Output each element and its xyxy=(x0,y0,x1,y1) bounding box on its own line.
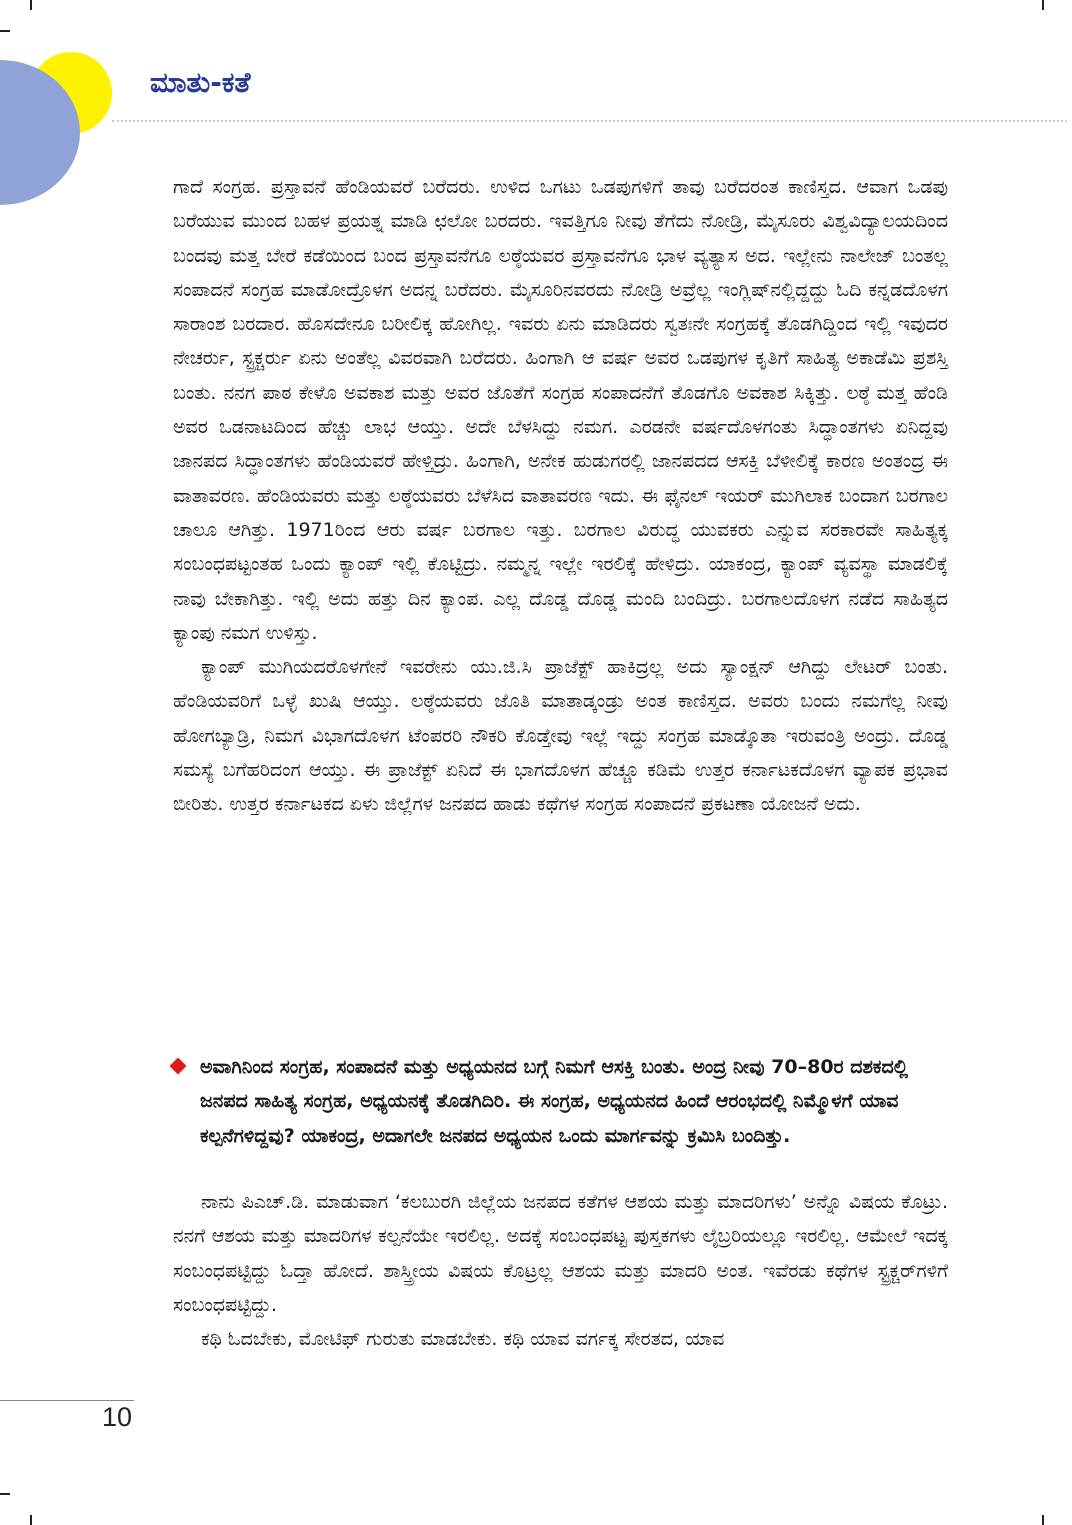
answer-paragraph-1: ನಾನು ಪಿಎಚ್.ಡಿ. ಮಾಡುವಾಗ ‘ಕಲಬುರಗಿ ಜಿಲ್ಲೆಯ ಜನಪದ ಕತೆಗಳ ಆಶಯ ಮತ್ತು ಮಾದರಿಗಳು’ ಅನ್ನೊ ವಿಷಯ ಕೊಟ್ರು. ನನಗೆ ಆಶಯ ಮತ್ತು ಮಾದರಿಗಳ ಕಲ್ಪನೆಯೇ ಇರಲಿಲ್ಲ. ಅದಕ್ಕೆ ಸಂಬಂಧಪಟ್ಟ ಪುಸ್ತಕಗಳು ಲೈಬ್ರರಿಯಲ್ಲೂ ಇರಲಿಲ್ಲ. ಆಮೇಲೆ ಇದಕ್ಕ ಸಂಬಂಧಪಟ್ಟಿದ್ದು ಓದ್ತಾ ಹೋದೆ. ಶಾಸ್ತ್ರೀಯ ವಿಷಯ ಕೊಟ್ರಲ್ಲ ಆಶಯ ಮತ್ತು ಮಾದರಿ ಅಂತ. ಇವೆರಡು ಕಥೆಗಳ ಸ್ಟ್ರಕ್ಚರ್‌ಗಳಿಗೆ ಸಂಬಂಧಪಟ್ಟಿದ್ದು. xyxy=(173,1191,948,1316)
crop-mark-bottom-left-side xyxy=(0,1493,10,1495)
interview-question xyxy=(200,1050,945,1153)
question-text: ಅವಾಗಿನಿಂದ ಸಂಗ್ರಹ, ಸಂಪಾದನೆ ಮತ್ತು ಅಧ್ಯಯನದ ಬಗ್ಗೆ ನಿಮಗೆ ಆಸಕ್ತಿ ಬಂತು. ಅಂದ್ರ ನೀವು 70–80ರ ದಶಕದಲ್ಲಿ ಜನಪದ ಸಾಹಿತ್ಯ ಸಂಗ್ರಹ, ಅಧ್ಯಯನಕ್ಕೆ ತೊಡಗಿದಿರಿ. ಈ ಸಂಗ್ರಹ, ಅಧ್ಯಯನದ ಹಿಂದೆ ಆರಂಭದಲ್ಲಿ ನಿಮ್ಮೊಳಗೆ ಯಾವ ಕಲ್ಪನೆಗಳಿದ್ದವು? ಯಾಕಂದ್ರ, ಅದಾಗಲೇ ಜನಪದ ಅಧ್ಯಯನ ಒಂದು ಮಾರ್ಗವನ್ನು ಕ್ರಮಿಸಿ ಬಂದಿತ್ತು. xyxy=(200,1056,909,1147)
header-dotted-rule xyxy=(112,120,1067,122)
crop-mark-top-left-side xyxy=(0,30,10,32)
answer-paragraph-2: ಕಥಿ ಓದಬೇಕು, ಮೋಟಿಫ್ ಗುರುತು ಮಾಡಬೇಕು. ಕಥಿ ಯಾವ ವರ್ಗಕ್ಕ ಸೇರತದ, ಯಾವ xyxy=(201,1328,725,1351)
crop-mark-bottom-right xyxy=(1042,1515,1044,1525)
red-diamond-bullet-icon xyxy=(170,1058,187,1075)
answer-text xyxy=(173,1185,948,1356)
footer-rule xyxy=(0,1400,134,1401)
crop-mark-bottom-left xyxy=(30,1515,32,1525)
crop-mark-top-right xyxy=(1042,0,1044,10)
body-paragraph-2: ಕ್ಯಾಂಪ್ ಮುಗಿಯದರೊಳಗೇನೆ ಇವರೇನು ಯು.ಜಿ.ಸಿ ಪ್ರಾಜೆಕ್ಟ್ ಹಾಕಿದ್ರಲ್ಲ ಅದು ಸ್ಯಾಂಕ್ಷನ್ ಆಗಿದ್ದು ಲೇಟರ್ ಬಂತು. ಹೆಂಡಿಯವರಿಗೆ ಒಳ್ಳೆ ಖುಷಿ ಆಯ್ತು. ಲಠ್ಠೆಯವರು ಜೊತಿ ಮಾತಾಡ್ಕಂಡ್ರು ಅಂತ ಕಾಣಿಸ್ತದ. ಅವರು ಬಂದು ನಮಗೆಲ್ಲ ನೀವು ಹೋಗಬ್ಯಾಡ್ರಿ, ನಿಮಗ ವಿಭಾಗದೊಳಗ ಟೆಂಪರರಿ ನೌಕರಿ ಕೊಡ್ತೇವು ಇಲ್ಲೆ ಇದ್ದು ಸಂಗ್ರಹ ಮಾಡ್ಕೊತಾ ಇರುವಂತ್ರಿ ಅಂದ್ರು. ದೊಡ್ಡ ಸಮಸ್ಯೆ ಬಗೆಹರಿದಂಗ ಆಯ್ತು. ಈ ಪ್ರಾಜೆಕ್ಟ್ ಏನಿದೆ ಈ ಭಾಗದೊಳಗ ಹೆಚ್ಚೂ ಕಡಿಮೆ ಉತ್ತರ ಕರ್ನಾಟಕದೊಳಗ ವ್ಯಾಪಕ ಪ್ರಭಾವ ಬೀರಿತು. ಉತ್ತರ ಕರ್ನಾಟಕದ ಏಳು ಜಿಲ್ಲೆಗಳ ಜನಪದ ಹಾಡು ಕಥೆಗಳ ಸಂಗ್ರಹ ಸಂಪಾದನೆ ಪ್ರಕಟಣಾ ಯೋಜನೆ ಅದು. xyxy=(173,656,948,816)
crop-mark-top-left xyxy=(30,0,32,10)
section-title: ಮಾತು-ಕತೆ xyxy=(150,66,251,99)
body-paragraph-1: ಗಾದೆ ಸಂಗ್ರಹ. ಪ್ರಸ್ತಾವನೆ ಹೆಂಡಿಯವರೆ ಬರೆದರು. ಉಳಿದ ಒಗಟು ಒಡಪುಗಳಿಗೆ ತಾವು ಬರೆದರಂತ ಕಾಣಿಸ್ತದ. ಆವಾಗ ಒಡಪು ಬರೆಯುವ ಮುಂದ ಬಹಳ ಪ್ರಯತ್ನ ಮಾಡಿ ಛಲೋ ಬರದರು. ಇವತ್ತಿಗೂ ನೀವು ತೆಗೆದು ನೋಡ್ರಿ, ಮೈಸೂರು ವಿಶ್ವವಿದ್ಯಾಲಯದಿಂದ ಬಂದವು ಮತ್ತ ಬೇರೆ ಕಡೆಯಿಂದ ಬಂದ ಪ್ರಸ್ತಾವನೆಗೂ ಲಠ್ಠೆಯವರ ಪ್ರಸ್ತಾವನೆಗೂ ಭಾಳ ವ್ಯತ್ಯಾಸ ಅದ. ಇಲ್ಲೇನು ನಾಲೇಜ್ ಬಂತಲ್ಲ ಸಂಪಾದನೆ ಸಂಗ್ರಹ ಮಾಡೋದ್ರೊಳಗ ಅದನ್ನ ಬರೆದರು. ಮೈಸೂರಿನವರದು ನೋಡ್ರಿ ಅವ್ರೆಲ್ಲ ಇಂಗ್ಲಿಷ್‌ನಲ್ಲಿದ್ದದ್ದು ಓದಿ ಕನ್ನಡದೊಳಗ ಸಾರಾಂಶ ಬರದಾರ. ಹೊಸದೇನೂ ಬರೀಲಿಕ್ಕ ಹೋಗಿಲ್ಲ. ಇವರು ಏನು ಮಾಡಿದರು ಸ್ವತಃನೇ ಸಂಗ್ರಹಕ್ಕೆ ತೊಡಗಿದ್ದಿಂದ ಇಲ್ಲಿ ಇವುದರ ನೇಚರ್ರು, ಸ್ಟ್ರಕ್ಚರ್ರು ಏನು ಅಂತೆಲ್ಲ ವಿವರವಾಗಿ ಬರೆದರು. ಹಿಂಗಾಗಿ ಆ ವರ್ಷ ಅವರ ಒಡಪುಗಳ ಕೃತಿಗೆ ಸಾಹಿತ್ಯ ಅಕಾಡೆಮಿ ಪ್ರಶಸ್ತಿ ಬಂತು. ನನಗ ಪಾಠ ಕೇಳೊ ಅವಕಾಶ ಮತ್ತು ಅವರ ಜೊತೆಗೆ ಸಂಗ್ರಹ ಸಂಪಾದನೆಗೆ ತೊಡಗೊ ಅವಕಾಶ ಸಿಕ್ಕಿತ್ತು. ಲಠ್ಠೆ ಮತ್ತ ಹೆಂಡಿ ಅವರ ಒಡನಾಟದಿಂದ ಹೆಚ್ಚು ಲಾಭ ಆಯ್ತು. ಅದೇ ಬೆಳಸಿದ್ದು ನಮಗ. ಎರಡನೇ ವರ್ಷದೊಳಗಂತು ಸಿದ್ಧಾಂತಗಳು ಏನಿದ್ದವು ಜಾನಪದ ಸಿದ್ಧಾಂತಗಳು ಹೆಂಡಿಯವರೆ ಹೇಳ್ತಿದ್ರು. ಹಿಂಗಾಗಿ, ಅನೇಕ ಹುಡುಗರಲ್ಲಿ ಜಾನಪದದ ಆಸಕ್ತಿ ಬೆಳೀಲಿಕ್ಕೆ ಕಾರಣ ಅಂತಂದ್ರ ಈ ವಾತಾವರಣ. ಹೆಂಡಿಯವರು ಮತ್ತು ಲಠ್ಠೆಯವರು ಬೆಳೆಸಿದ ವಾತಾವರಣ ಇದು. ಈ ಫೈನಲ್ ಇಯರ್ ಮುಗಿಲಾಕ ಬಂದಾಗ ಬರಗಾಲ ಚಾಲೂ ಆಗಿತ್ತು. 1971ರಿಂದ ಆರು ವರ್ಷ ಬರಗಾಲ ಇತ್ತು. ಬರಗಾಲ ವಿರುದ್ಧ ಯುವಕರು ಎನ್ನುವ ಸರಕಾರವೇ ಸಾಹಿತ್ಯಕ್ಕ ಸಂಬಂಧಪಟ್ಟಂತಹ ಒಂದು ಕ್ಯಾಂಪ್ ಇಲ್ಲಿ ಕೊಟ್ಟಿದ್ರು. ನಮ್ಮನ್ನ ಇಲ್ಲೇ ಇರಲಿಕ್ಕೆ ಹೇಳಿದ್ರು. ಯಾಕಂದ್ರ, ಕ್ಯಾಂಪ್ ವ್ಯವಸ್ಥಾ ಮಾಡಲಿಕ್ಕೆ ನಾವು ಬೇಕಾಗಿತ್ತು. ಇಲ್ಲಿ ಅದು ಹತ್ತು ದಿನ ಕ್ಯಾಂಪ. ಎಲ್ಲ ದೊಡ್ಡ ದೊಡ್ಡ ಮಂದಿ ಬಂದಿದ್ರು. ಬರಗಾಲದೊಳಗ ನಡೆದ ಸಾಹಿತ್ಯದ ಕ್ಯಾಂಪು ನಮಗ ಉಳಿಸ್ತು. xyxy=(173,176,948,644)
body-text xyxy=(173,170,948,822)
page-number: 10 xyxy=(102,1402,133,1432)
